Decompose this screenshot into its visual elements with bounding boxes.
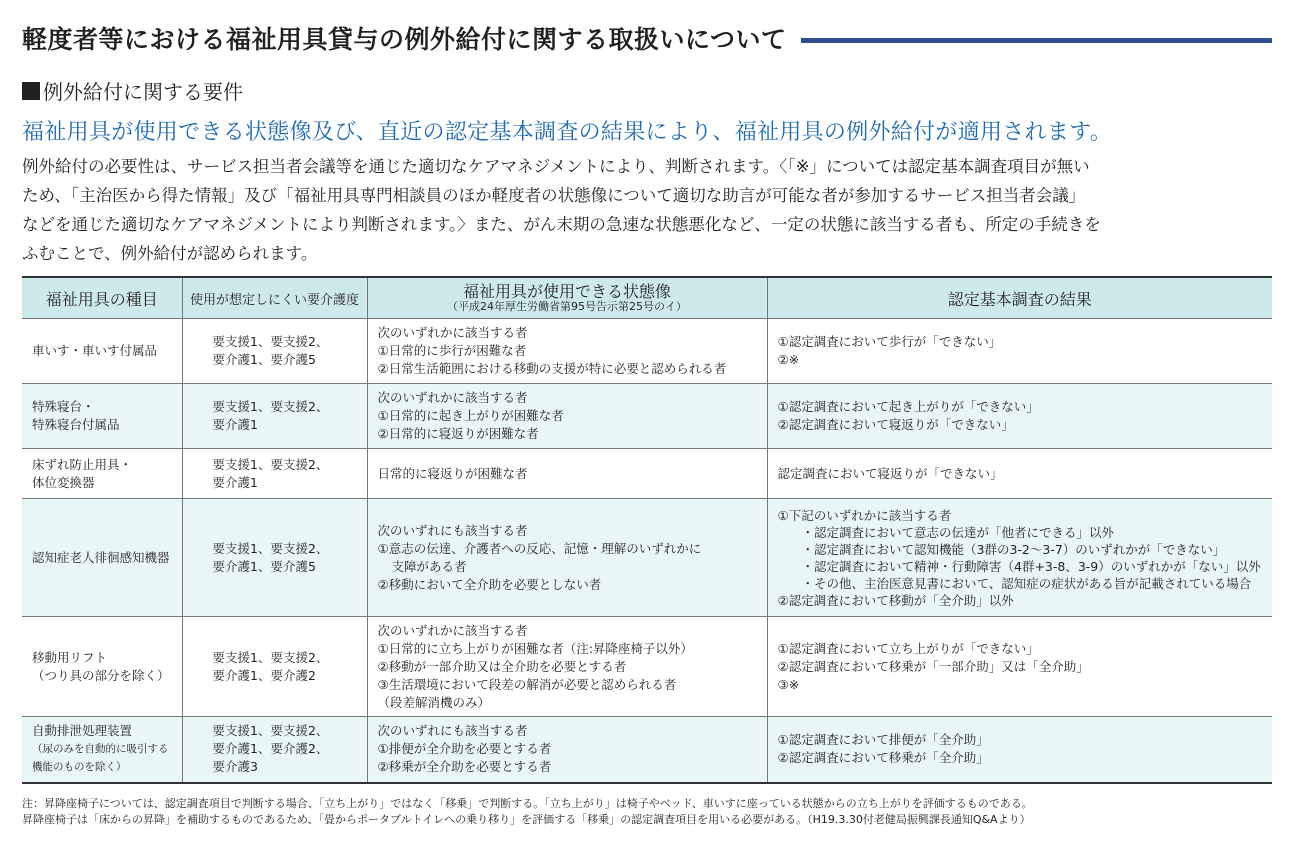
- title-row: [22, 18, 1272, 58]
- cell-result: ①認定調査において起き上がりが「できない」 ②認定調査において寝返りが「できない」: [767, 384, 1272, 449]
- cell-result: ①下記のいずれかに該当する者 ・認定調査において意志の伝達が「他者にできる」以外 ・認定調査において認知機能（3群の3-2〜3-7）のいずれかが「できない」 ・認定調査において精神・行動障害（4群+3-8、3-9）のいずれかが「ない」以外 ・その他、主治医意見書において、認知症の症状がある旨が記載されている場合 ②認定調査において移動が「全介助」以外: [767, 499, 1272, 617]
- section-heading-text: 例外給付に関する要件: [43, 80, 243, 104]
- description-line: 例外給付の必要性は、サービス担当者会議等を通じた適切なケアマネジメントにより、判断されます。〈「※」については認定基本調査項目が無い: [22, 157, 1090, 176]
- table-row: [22, 499, 1272, 617]
- description-line: ため、「主治医から得た情報」及び「福祉用具専門相談員のほか軽度者の状態像について適切な助言が可能な者が参加するサービス担当者会議」: [22, 186, 1086, 205]
- cell-state: 日常的に寝返りが困難な者: [367, 449, 767, 499]
- cell-type: 車いす・車いす付属品: [22, 319, 182, 384]
- table-row: [22, 717, 1272, 783]
- cell-type: 特殊寝台・ 特殊寝台付属品: [22, 384, 182, 449]
- footnote-line: 注：昇降座椅子については、認定調査項目で判断する場合、「立ち上がり」ではなく「移乗」で判断する。「立ち上がり」は椅子やベッド、車いすに座っている状態からの立ち上がりを評価するものである。: [22, 797, 1033, 810]
- section-heading: [22, 76, 243, 105]
- title-rule: [801, 38, 1272, 43]
- description-line: などを通じた適切なケアマネジメントにより判断されます。〉また、がん末期の急速な状態悪化など、一定の状態に該当する者も、所定の手続きを: [22, 215, 1101, 234]
- cell-state: 次のいずれにも該当する者 ①意志の伝達、介護者への反応、記憶・理解のいずれかに 支障がある者 ②移動において全介助を必要としない者: [367, 499, 767, 617]
- cell-state: 次のいずれかに該当する者 ①日常的に歩行が困難な者 ②日常生活範囲における移動の支援が特に必要と認められる者: [367, 319, 767, 384]
- description-line: ふむことで、例外給付が認められます。: [22, 244, 318, 263]
- square-bullet-icon: [22, 82, 40, 100]
- page-title: 軽度者等における福祉用具貸与の例外給付に関する取扱いについて: [22, 25, 787, 54]
- header-state: 福祉用具が使用できる状態像 （平成24年厚生労働省第95号告示第25号のイ）: [367, 277, 767, 319]
- footnotes: [22, 796, 1033, 828]
- cell-level: 要支援1、要支援2、 要介護1: [182, 449, 367, 499]
- cell-type: 床ずれ防止用具・ 体位変換器: [22, 449, 182, 499]
- header-type: 福祉用具の種目: [22, 277, 182, 319]
- cell-result: ①認定調査において立ち上がりが「できない」 ②認定調査において移乗が「一部介助」又は「全介助」 ③※: [767, 617, 1272, 717]
- footnote-line: 昇降座椅子は「床からの昇降」を補助するものであるため、「畳からポータブルトイレへの乗り移り」を評価する「移乗」の認定調査項目を用いる必要がある。（H19.3.30付老健局振興課長通知Q&Aより）: [22, 813, 1031, 826]
- cell-level: 要支援1、要支援2、 要介護1: [182, 384, 367, 449]
- cell-result: 認定調査において寝返りが「できない」: [767, 449, 1272, 499]
- cell-level: 要支援1、要支援2、 要介護1、要介護5: [182, 499, 367, 617]
- requirements-table: [22, 276, 1272, 784]
- table-row: [22, 617, 1272, 717]
- cell-state: 次のいずれかに該当する者 ①日常的に立ち上がりが困難な者（注:昇降座椅子以外） ②移動が一部介助又は全介助を必要とする者 ③生活環境において段差の解消が必要と認められる者 （段差解消機のみ）: [367, 617, 767, 717]
- cell-level: 要支援1、要支援2、 要介護1、要介護5: [182, 319, 367, 384]
- cell-result: ①認定調査において排便が「全介助」 ②認定調査において移乗が「全介助」: [767, 717, 1272, 783]
- cell-state: 次のいずれかに該当する者 ①日常的に起き上がりが困難な者 ②日常的に寝返りが困難な者: [367, 384, 767, 449]
- header-level: 使用が想定しにくい要介護度: [182, 277, 367, 319]
- cell-result: ①認定調査において歩行が「できない」 ②※: [767, 319, 1272, 384]
- description: [22, 152, 1277, 268]
- cell-type: 移動用リフト （つり具の部分を除く）: [22, 617, 182, 717]
- cell-state: 次のいずれにも該当する者 ①排便が全介助を必要とする者 ②移乗が全介助を必要とする者: [367, 717, 767, 783]
- cell-type: 認知症老人徘徊感知機器: [22, 499, 182, 617]
- cell-level: 要支援1、要支援2、 要介護1、要介護2: [182, 617, 367, 717]
- cell-type: 自動排泄処理装置 （尿のみを自動的に吸引する 機能のものを除く）: [22, 717, 182, 783]
- table-row: [22, 449, 1272, 499]
- cell-level: 要支援1、要支援2、 要介護1、要介護2、 要介護3: [182, 717, 367, 783]
- table-header-row: [22, 277, 1272, 319]
- header-result: 認定基本調査の結果: [767, 277, 1272, 319]
- lead-text: 福祉用具が使用できる状態像及び、直近の認定基本調査の結果により、福祉用具の例外給付が適用されます。: [22, 120, 1113, 145]
- table-row: [22, 319, 1272, 384]
- header-state-sub: （平成24年厚生労働省第95号告示第25号のイ）: [447, 300, 687, 313]
- table-row: [22, 384, 1272, 449]
